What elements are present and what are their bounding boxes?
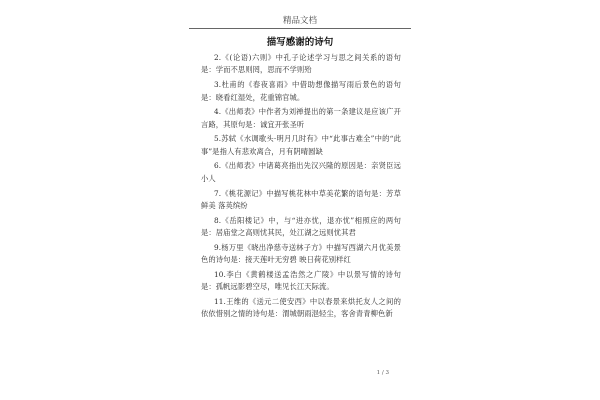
list-item: 3.杜甫的《春夜喜雨》中借助想像描写雨后景色的语句是：晓看红湿处，花重锦官城。 [201, 80, 401, 102]
document-title: 描写感谢的诗句 [266, 37, 334, 48]
header-title: 精品文档 [282, 16, 317, 26]
list-item: 4.《出师表》中作者为刘禅提出的第一条建议是应该广开言路，其原句是：诚宜开张圣听 [201, 107, 401, 129]
list-item: 11.王维的《送元二使安西》中以春景来烘托友人之间的依依惜别之情的诗句是：渭城朝雨浥轻尘，客舍青青柳色新 [201, 296, 401, 319]
list-item: 8.《岳阳楼记》中，与“进亦忧，退亦忧”相照应的两句是：居庙堂之高则忧其民，处江湖之远则忧其君 [201, 215, 401, 238]
list-item: 2.《(论语)六则》中孔子论述学习与思之间关系的语句是：学而不思则罔，思而不学则殆 [201, 53, 401, 75]
list-item: 5.苏轼《水调歌头·明月几时有》中“此事古难全”中的“此事”是指人有悲欢离合，月有阴晴圆缺 [201, 134, 401, 156]
list-item: 6.《出师表》中诸葛亮指出先汉兴隆的原因是：亲贤臣远小人 [201, 161, 401, 183]
list-item: 9.杨万里《晓出净慈寺送林子方》中描写西湖六月优美景色的诗句是：接天莲叶无穷碧 映日荷花别样红 [201, 242, 401, 265]
header-divider [189, 28, 411, 29]
page-number: 1 / 3 [376, 370, 389, 376]
document-body [201, 52, 401, 323]
list-item: 7.《桃花源记》中描写桃花林中草美花繁的语句是：芳草鲜美 落英缤纷 [201, 188, 401, 210]
list-item: 10.李白《黄鹤楼送孟浩然之广陵》中以景写情的诗句是：孤帆远影碧空尽，唯见长江天际流。 [201, 269, 401, 292]
